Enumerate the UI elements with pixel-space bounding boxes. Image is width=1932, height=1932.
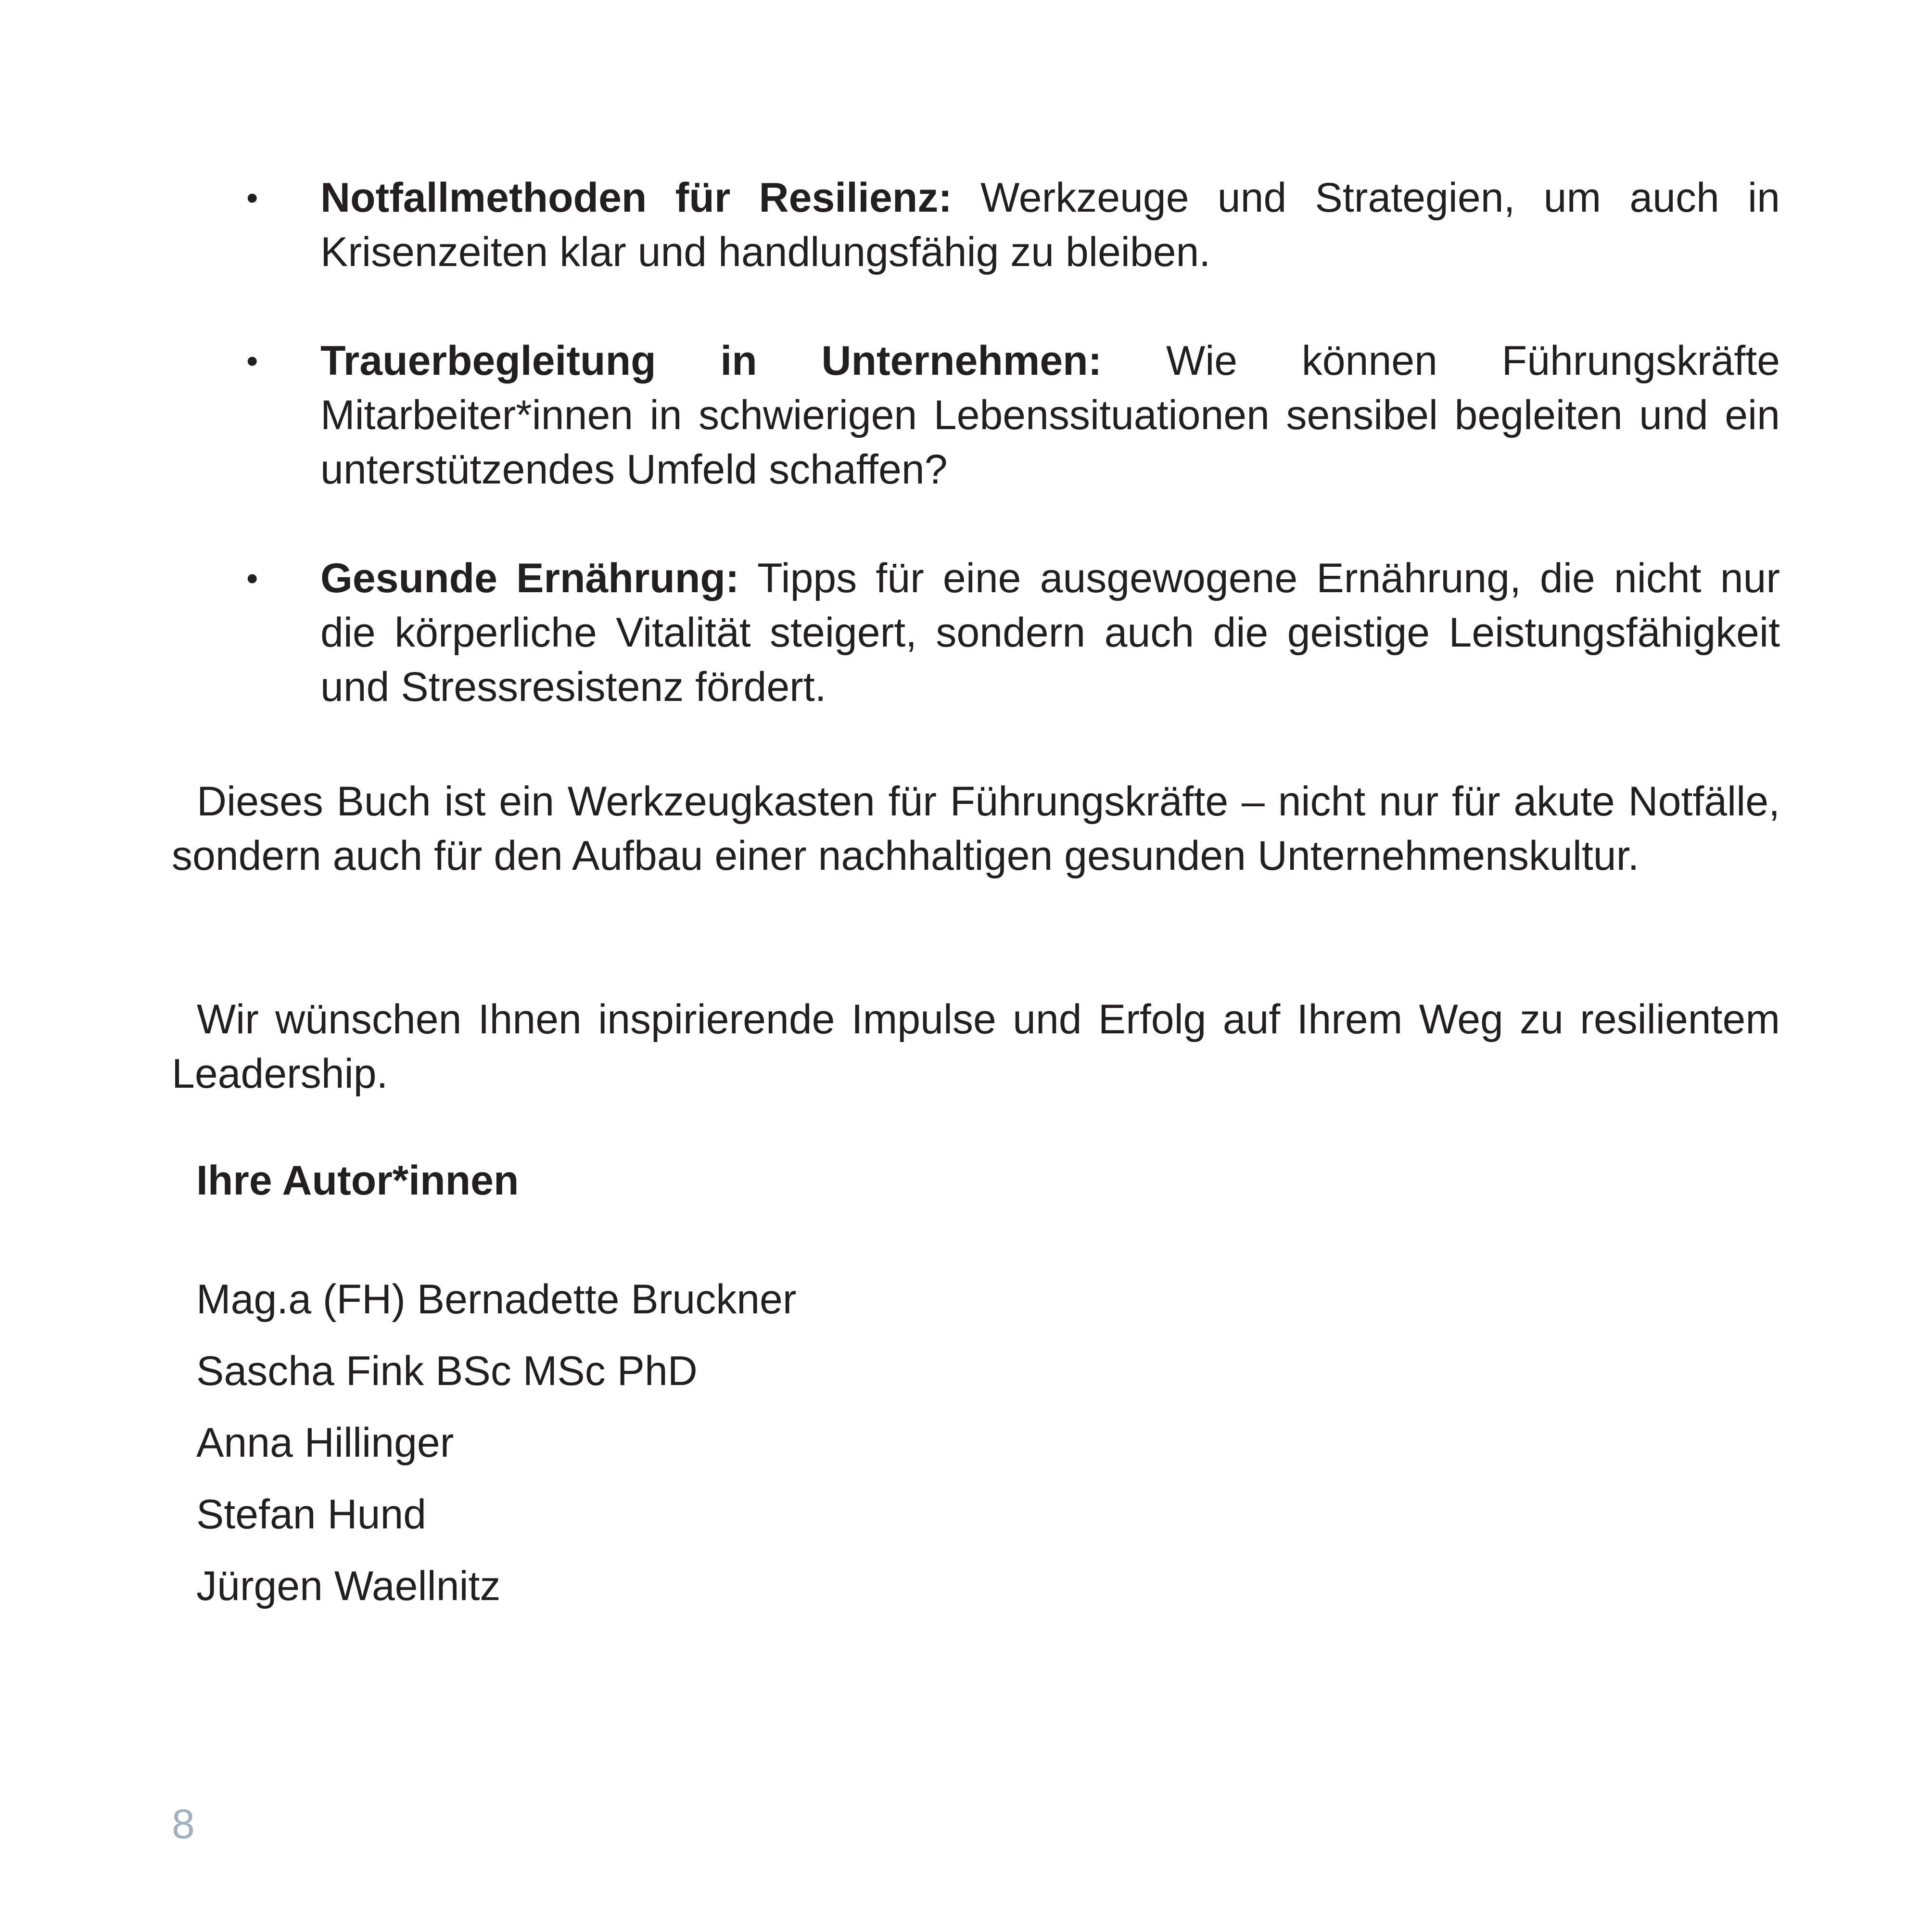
author-name: Mag.a (FH) Bernadette Bruckner — [196, 1276, 797, 1322]
body-paragraph-wishes: Wir wünschen Ihnen inspirierende Impulse und Erfolg auf Ihrem Weg zu resilientem Leadership. — [172, 996, 1780, 1097]
body-paragraph-toolbox: Dieses Buch ist ein Werkzeugkasten für Führungskräfte – nicht nur für akute Notfälle, sondern auch für den Aufbau einer nachhaltigen gesunden Unternehmenskultur. — [172, 778, 1780, 879]
author-name: Anna Hillinger — [196, 1420, 454, 1466]
author-name: Jürgen Waellnitz — [196, 1563, 501, 1609]
bullet-term: Gesunde Ernährung: — [320, 555, 739, 601]
bullet-item-trauerbegleitung — [241, 334, 1780, 497]
bullet-text: Tipps für eine ausgewogene Ernährung, die nicht nur die körperliche Vitalität steigert, sondern auch die geistige Leistungsfähigkeit und Stressresistenz fördert. — [320, 555, 1780, 710]
author-list — [196, 1264, 797, 1622]
bullet-term: Notfallmethoden für Resilienz: — [320, 175, 952, 221]
feature-bullet-list — [241, 171, 1780, 714]
bullet-term: Trauerbegleitung in Unternehmen: — [320, 338, 1102, 384]
bullet-icon: • — [246, 559, 258, 597]
bullet-item-ernaehrung — [241, 551, 1780, 714]
signoff-heading: Ihre Autor*innen — [196, 1157, 519, 1204]
bullet-item-notfallmethoden — [241, 171, 1780, 280]
author-name: Sascha Fink BSc MSc PhD — [196, 1348, 698, 1394]
bullet-icon: • — [246, 342, 258, 380]
bullet-text: Wie können Führungskräfte Mitarbeiter*innen in schwierigen Lebenssituationen sensibel begleiten und ein unterstützendes Umfeld schaffen? — [320, 338, 1780, 493]
bullet-icon: • — [246, 179, 258, 216]
bullet-text: Werkzeuge und Strategien, um auch in Krisenzeiten klar und handlungsfähig zu bleiben. — [320, 175, 1780, 275]
author-name: Stefan Hund — [196, 1491, 427, 1538]
page-number: 8 — [172, 1801, 195, 1847]
